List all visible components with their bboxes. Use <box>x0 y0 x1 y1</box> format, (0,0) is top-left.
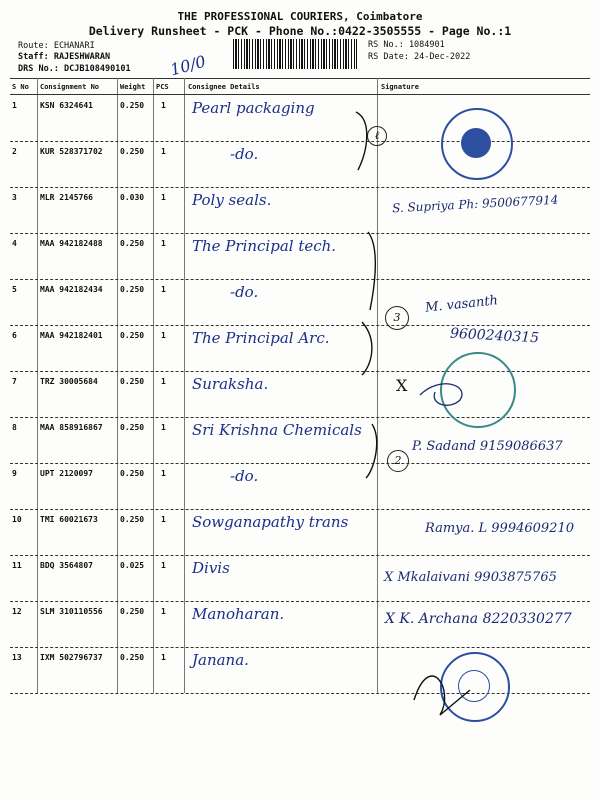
row-consignee-handwritten: -do. <box>230 145 259 163</box>
route-label: Route: ECHANARI <box>18 41 95 51</box>
row-consignment: SLM 310110556 <box>40 607 103 616</box>
rs-date: RS Date: 24-Dec-2022 <box>368 52 471 62</box>
row-pcs: 1 <box>161 147 166 156</box>
row-pcs: 1 <box>161 469 166 478</box>
row-weight: 0.250 <box>120 607 145 616</box>
row-consignment: MLR 2145766 <box>40 193 93 202</box>
row-pcs: 1 <box>161 285 166 294</box>
col-sno: S No <box>12 83 29 91</box>
row-weight: 0.250 <box>120 469 145 478</box>
col-weight: Weight <box>120 83 146 91</box>
row-weight: 0.030 <box>120 193 145 202</box>
signature-row-5: M. vasanth <box>424 293 499 316</box>
row-pcs: 1 <box>161 377 166 386</box>
row-pcs: 1 <box>161 239 166 248</box>
row-weight: 0.025 <box>120 561 145 570</box>
row-consignee-handwritten: Poly seals. <box>192 191 272 209</box>
row-consignee-handwritten: -do. <box>230 467 259 485</box>
signature-row-12: X K. Archana 8220330277 <box>385 611 572 627</box>
row-consignment: UPT 2120097 <box>40 469 93 478</box>
row-pcs: 1 <box>161 561 166 570</box>
row-weight: 0.250 <box>120 515 145 524</box>
row-weight: 0.250 <box>120 331 145 340</box>
staff-label: Staff: RAJESHWARAN <box>18 52 111 62</box>
row-weight: 0.250 <box>120 101 145 110</box>
row-consignee-handwritten: The Principal Arc. <box>192 329 330 347</box>
row-sno: 7 <box>12 377 17 386</box>
col-pcs: PCS <box>156 83 169 91</box>
row-weight: 0.250 <box>120 239 145 248</box>
circle-mark-3: 3 <box>385 306 409 330</box>
row-consignment: MAA 942182488 <box>40 239 103 248</box>
row-consignee-handwritten: Divis <box>192 559 230 577</box>
signature-row-3: S. Supriya Ph: 9500677914 <box>391 192 559 216</box>
row-sno: 3 <box>12 193 17 202</box>
row-consignee-handwritten: Pearl packaging <box>192 99 315 117</box>
row-sno: 12 <box>12 607 22 616</box>
row-weight: 0.250 <box>120 377 145 386</box>
row-consignee-handwritten: The Principal tech. <box>192 237 337 255</box>
handwritten-count: 10/0 <box>168 51 208 80</box>
row-consignee-handwritten: Manoharan. <box>192 605 285 623</box>
signature-row-10: Ramya. L 9994609210 <box>425 521 574 536</box>
row-sno: 6 <box>12 331 17 340</box>
row-sno: 8 <box>12 423 17 432</box>
row-sno: 1 <box>12 101 17 110</box>
runsheet-title: Delivery Runsheet - PCK - Phone No.:0422-3505555 - Page No.:1 <box>88 24 512 38</box>
row-consignment: MAA 942182434 <box>40 285 103 294</box>
cross-mark: X <box>396 376 408 395</box>
row-consignment: TRZ 30005684 <box>40 377 98 386</box>
row-consignee-handwritten: Janana. <box>192 651 249 669</box>
row-sno: 9 <box>12 469 17 478</box>
row-consignment: KUR 528371702 <box>40 147 103 156</box>
col-consignee: Consignee Details <box>188 83 260 91</box>
col-signature: Signature <box>381 83 419 91</box>
row-pcs: 1 <box>161 101 166 110</box>
row-consignee-handwritten: Sowganapathy trans <box>192 513 349 531</box>
row-sno: 10 <box>12 515 22 524</box>
row-pcs: 1 <box>161 653 166 662</box>
row-sno: 4 <box>12 239 17 248</box>
row-consignment: IXM 502796737 <box>40 653 103 662</box>
row-pcs: 1 <box>161 331 166 340</box>
row-consignee-handwritten: -do. <box>230 283 259 301</box>
rs-number: RS No.: 1084901 <box>368 40 445 50</box>
row-sno: 2 <box>12 147 17 156</box>
row-sno: 5 <box>12 285 17 294</box>
row-consignment: TMI 60021673 <box>40 515 98 524</box>
row-consignment: MAA 942182401 <box>40 331 103 340</box>
row-consignee-handwritten: Suraksha. <box>192 375 269 393</box>
row-sno: 11 <box>12 561 22 570</box>
circle-mark-2: 2 <box>387 450 409 472</box>
row-pcs: 1 <box>161 423 166 432</box>
drs-number: DRS No.: DCJB108490101 <box>18 64 131 74</box>
signature-row-6: 9600240315 <box>449 325 540 347</box>
row-weight: 0.250 <box>120 147 145 156</box>
row-weight: 0.250 <box>120 423 145 432</box>
row-weight: 0.250 <box>120 285 145 294</box>
row-pcs: 1 <box>161 193 166 202</box>
row-consignment: BDQ 3564807 <box>40 561 93 570</box>
col-consignment: Consignment No <box>40 83 100 91</box>
signature-row-11: X Mkalaivani 9903875765 <box>384 570 557 585</box>
row-consignee-handwritten: Sri Krishna Chemicals <box>192 421 362 439</box>
signature-row-8: P. Sadand 9159086637 <box>412 439 563 454</box>
row-sno: 13 <box>12 653 22 662</box>
company-title: THE PROFESSIONAL COURIERS, Coimbatore <box>177 10 423 23</box>
row-consignment: MAA 858916867 <box>40 423 103 432</box>
row-pcs: 1 <box>161 607 166 616</box>
circle-mark: ℓ <box>367 126 387 146</box>
row-weight: 0.250 <box>120 653 145 662</box>
row-pcs: 1 <box>161 515 166 524</box>
row-consignment: KSN 6324641 <box>40 101 93 110</box>
